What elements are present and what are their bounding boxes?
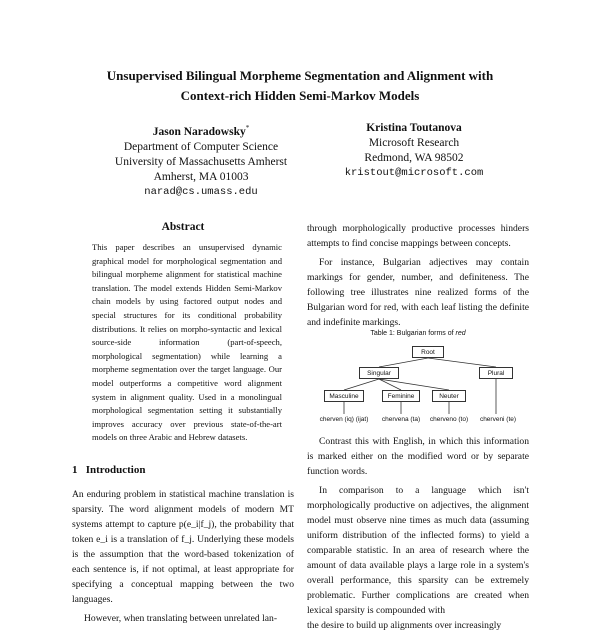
author-1-dept: Department of Computer Science (123, 140, 279, 153)
tree-node-singular: Singular (359, 367, 399, 379)
right-p2: Contrast this with English, in which this information is marked either on the modified word or by separate function words. (307, 436, 529, 477)
right-p1: For instance, Bulgarian adjectives may contain markings for gender, number, and definiteness. The following tree illustrates nine realized forms of the Bulgarian word for red, with each leaf listing the definite and indefinite markings. (307, 257, 529, 328)
tree-node-feminine: Feminine (382, 390, 420, 402)
title-line-1: Unsupervised Bilingual Morpheme Segmentation and Alignment with (106, 68, 494, 83)
author-2-email: kristout@microsoft.com (344, 167, 484, 179)
right-p4: the desire to build up alignments over increasingly (307, 620, 502, 631)
table-1-caption-prefix: Table 1: Bulgarian forms of (370, 330, 456, 337)
abstract-text: This paper describes an unsupervised dynamic graphical model for morphological segmentation and bilingual morpheme alignment for statistical machine translation. The model extends Hidden Semi-Markov chain models by using factored output nodes and special structures for its conditional probability distributions. It relies on morpho-syntactic and lexical source-side information (part-of-speech, morphological segmentation) while learning a morpheme segmentation over the target language. Our model outperforms a competitive word alignment system in alignment quality. Used in a monolingual morphological segmentation setting it substantially improves accuracy over previous state-of-the-art models on three Arabic and Hebrew datasets. (92, 242, 282, 443)
right-p0: through morphologically productive processes hinders attempts to find concise mappings between concepts. (307, 223, 529, 249)
right-column-bottom (307, 434, 529, 633)
table-1-caption-word: red (455, 330, 466, 337)
section-heading-introduction: 1 Introduction (72, 464, 146, 476)
tree-leaf-masculine: cherven (iq) (ijat) (319, 416, 369, 423)
author-1-email: narad@cs.umass.edu (144, 185, 258, 198)
author-1-city: Amherst, MA 01003 (153, 170, 249, 183)
tree-node-masculine: Masculine (324, 390, 364, 402)
author-1-name: Jason Naradowsky (152, 125, 246, 138)
author-1-univ: University of Massachusetts Amherst (114, 155, 288, 168)
tree-node-root: Root (412, 346, 444, 358)
abstract-heading: Abstract (161, 221, 205, 233)
right-p3: In comparison to a language which isn't morphologically productive on adjectives, the alignment model must observe nine times as much data (assuming uniform distribution of the inflected forms) to yield a comparable statistic. In an area of research where the amount of data available plays a large role in a system's overall performance, this sparsity can be extremely problematic. Further complications are created when lexical sparsity is compounded with (307, 485, 529, 616)
intro-p1-text: An enduring problem in statistical machine translation is sparsity. The word alignment models of modern MT systems attempt to capture p(e_i|f_j), the probability that token e_i is a translation of f_j. Underlying these models is the assumption that the word-based tokenization of each sentence is, if not optimal, at least appropriate for specifying a conceptual mapping between the two languages. (72, 489, 294, 605)
tree-leaf-feminine: chervena (ta) (381, 416, 421, 423)
author-1-mark: * (245, 124, 250, 132)
title-line-2: Context-rich Hidden Semi-Markov Models (180, 88, 420, 103)
tree-leaf-plural: cherveni (te) (479, 416, 517, 423)
author-2-city: Redmond, WA 98502 (364, 152, 464, 164)
tree-node-plural: Plural (479, 367, 513, 379)
intro-p2-text: However, when translating between unrelated lan- (84, 613, 278, 624)
author-2-org: Microsoft Research (368, 137, 460, 149)
tree-leaf-neuter: cherveno (to) (429, 416, 469, 423)
tree-node-neuter: Neuter (432, 390, 466, 402)
author-2-name: Kristina Toutanova (366, 122, 462, 134)
